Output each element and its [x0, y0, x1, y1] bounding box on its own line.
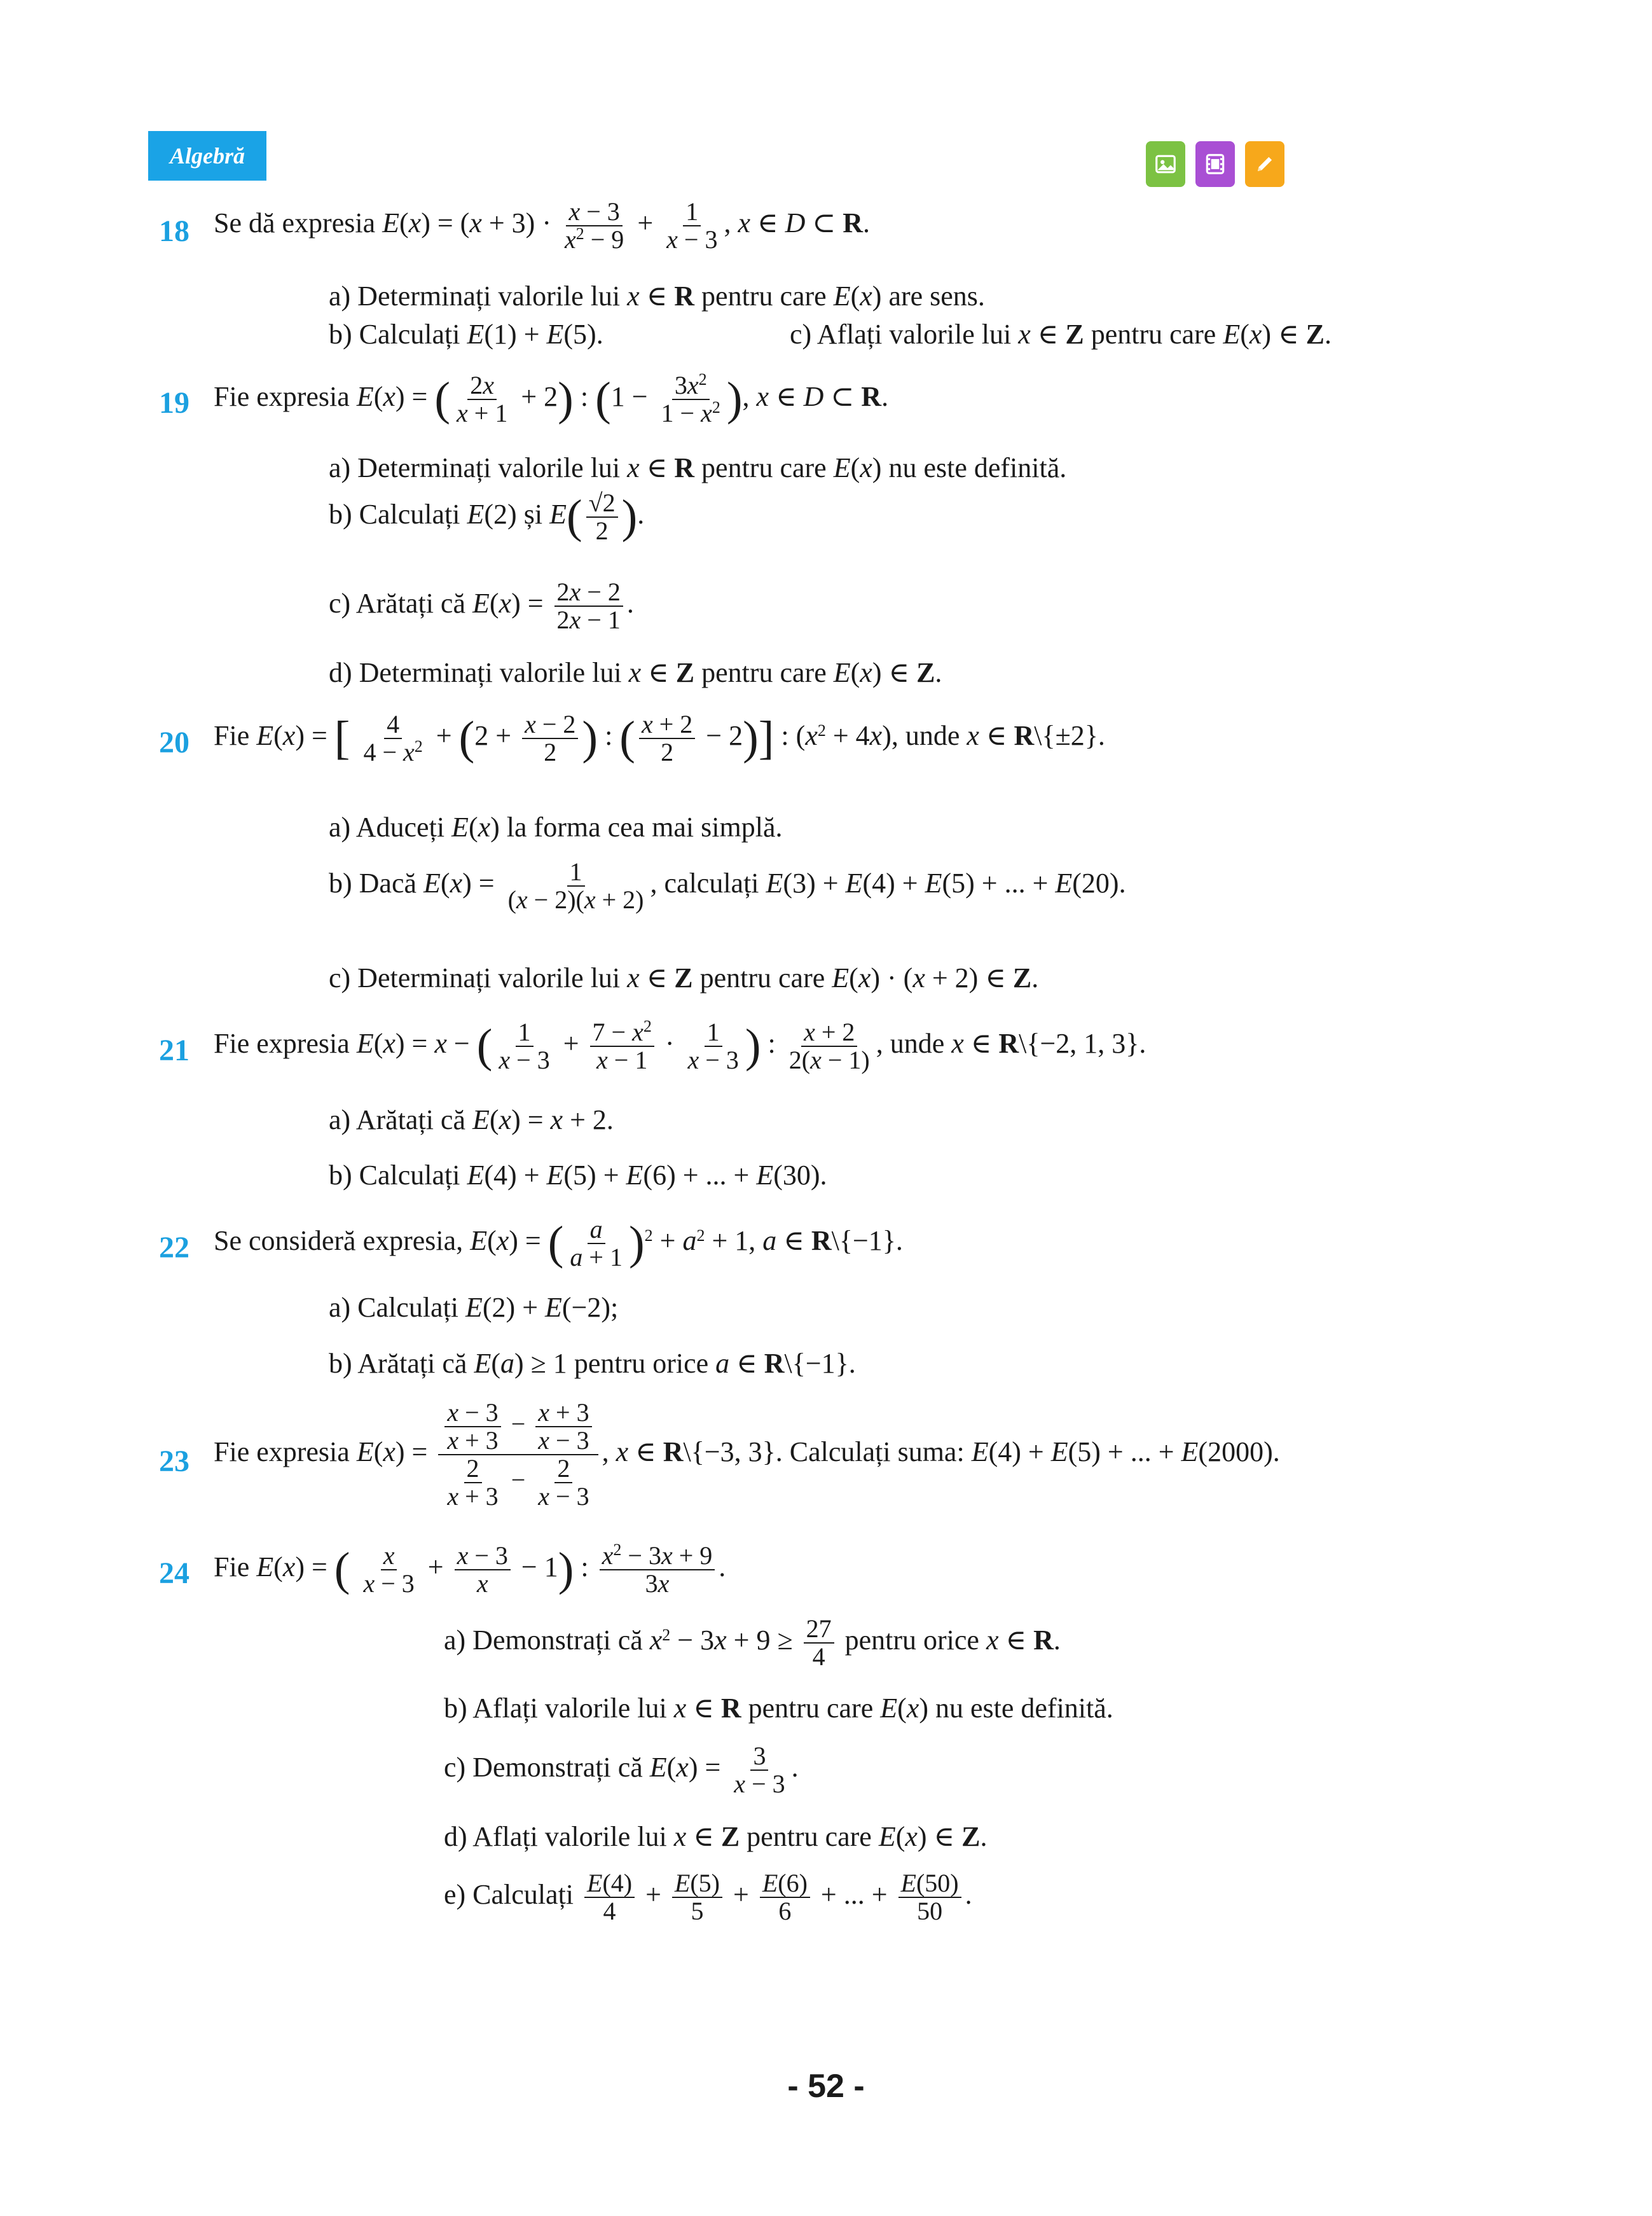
subquestion-d: d) Determinați valorile lui x ∈ Z pentru care E(x) ∈ Z. — [329, 657, 942, 688]
exercise-statement: Se dă expresia E(x) = (x + 3) · $\frac{x - 3}{x^2 - 9}$ + $\frac{1}{x - 3}$ , x ∈ D ⊂ R. — [214, 197, 871, 254]
exercise-statement: Se consideră expresia, E(x) = ( $\frac{a}{a + 1}$ )$^2 + a^2 + 1$, a ∈ R\{−1}. — [214, 1215, 903, 1271]
subquestion-b: b) Calculați E(4) + E(5) + E(6) + ... + E(30). — [329, 1160, 827, 1191]
subquestion-a: a) Calculați E(2) + E(−2); — [329, 1292, 619, 1323]
subquestion-b: b) Calculați E(2) și E( $\frac{√2}{2}$ ). — [329, 488, 645, 545]
subquestion-a: a) Arătați că E(x) = x + 2. — [329, 1104, 614, 1135]
subquestion-c: c) Demonstrați că E(x) = $\frac{3}{x - 3}$ . — [444, 1742, 799, 1798]
pencil-icon[interactable] — [1245, 141, 1284, 187]
subquestion-b: b) Arătați că E(a) ≥ 1 pentru orice a ∈ R\{−1}. — [329, 1348, 856, 1379]
exercise-statement: Fie E(x) = ( $\frac{x}{x - 3}$ + $\frac{x - 3}{x}$ − 1) : $\frac{x^2 - 3x + 9}{3x}$ . — [214, 1541, 726, 1598]
exercise-statement: Fie expresia E(x) = $\frac{x - 3}{x + 3}$ − $\frac{x + 3}{x - 3}$ $\frac{2}{x + 3}$ − $\frac{2}{x - 3}$ , x ∈ R\{−3, 3}. Calculați suma: E(4) + E(5) + ... + E(2000). — [214, 1398, 1280, 1511]
section-tag: Algebră — [148, 131, 266, 181]
exercise-number: 20 — [159, 726, 189, 759]
subquestion-a: a) Demonstrați că $x^2 - 3x + 9$ ≥ $\frac{27}{4}$ pentru orice x ∈ R. — [444, 1614, 1061, 1671]
subquestion-b: b) Aflați valorile lui x ∈ R pentru care E(x) nu este definită. — [444, 1693, 1113, 1724]
exercise-statement: Fie E(x) = [ $\frac{4}{4 - x^2}$ + (2 + $\frac{x - 2}{2}$ ) : ( $\frac{x + 2}{2}$ − 2)] : $(x^2 + 4x)$, unde x ∈ R\{±2}. — [214, 710, 1105, 766]
exercise-statement: Fie expresia E(x) = x − ( $\frac{1}{x - 3}$ + $\frac{7 - x^2}{x - 1}$ · $\frac{1}{x - 3}$ ) : $\frac{x + 2}{2(x - 1)}$ , unde x ∈ R\{−2, 1, 3}. — [214, 1017, 1146, 1074]
exercise-number: 18 — [159, 214, 189, 248]
subquestion-a: a) Aduceți E(x) la forma cea mai simplă. — [329, 812, 783, 843]
exercise-number: 23 — [159, 1444, 189, 1478]
subquestion-b: b) Calculați E(1) + E(5). — [329, 319, 603, 350]
subquestion-e: e) Calculați $\frac{E(4)}{4}$ + $\frac{E(5)}{5}$ + $\frac{E(6)}{6}$ + ... + $\frac{E(50)}{50}$ . — [444, 1869, 972, 1925]
subquestion-a: a) Determinați valorile lui x ∈ R pentru care E(x) nu este definită. — [329, 452, 1067, 483]
subquestion-c: c) Determinați valorile lui x ∈ Z pentru care E(x) · (x + 2) ∈ Z. — [329, 962, 1039, 994]
film-icon[interactable] — [1195, 141, 1235, 187]
image-icon[interactable] — [1146, 141, 1185, 187]
subquestion-c: c) Aflați valorile lui x ∈ Z pentru care E(x) ∈ Z. — [790, 319, 1332, 350]
page-number: - 52 - — [787, 2068, 865, 2105]
exercise-number: 19 — [159, 386, 189, 420]
subquestion-a: a) Determinați valorile lui x ∈ R pentru care E(x) are sens. — [329, 280, 985, 312]
exercise-number: 21 — [159, 1034, 189, 1067]
subquestion-d: d) Aflați valorile lui x ∈ Z pentru care E(x) ∈ Z. — [444, 1821, 988, 1852]
exercise-statement: Fie expresia E(x) = ( $\frac{2x}{x + 1}$ + 2) : (1 − $\frac{3x^2}{1 - x^2}$ ), x ∈ D ⊂ R. — [214, 370, 889, 427]
exercise-number: 24 — [159, 1556, 189, 1590]
subquestion-b: b) Dacă E(x) = $\frac{1}{(x - 2)(x + 2)}$ , calculați E(3) + E(4) + E(5) + ... + E(20). — [329, 857, 1126, 914]
toolbar — [1146, 141, 1284, 187]
subquestion-c: c) Arătați că E(x) = $\frac{2x - 2}{2x - 1}$ . — [329, 578, 634, 634]
exercise-number: 22 — [159, 1231, 189, 1264]
